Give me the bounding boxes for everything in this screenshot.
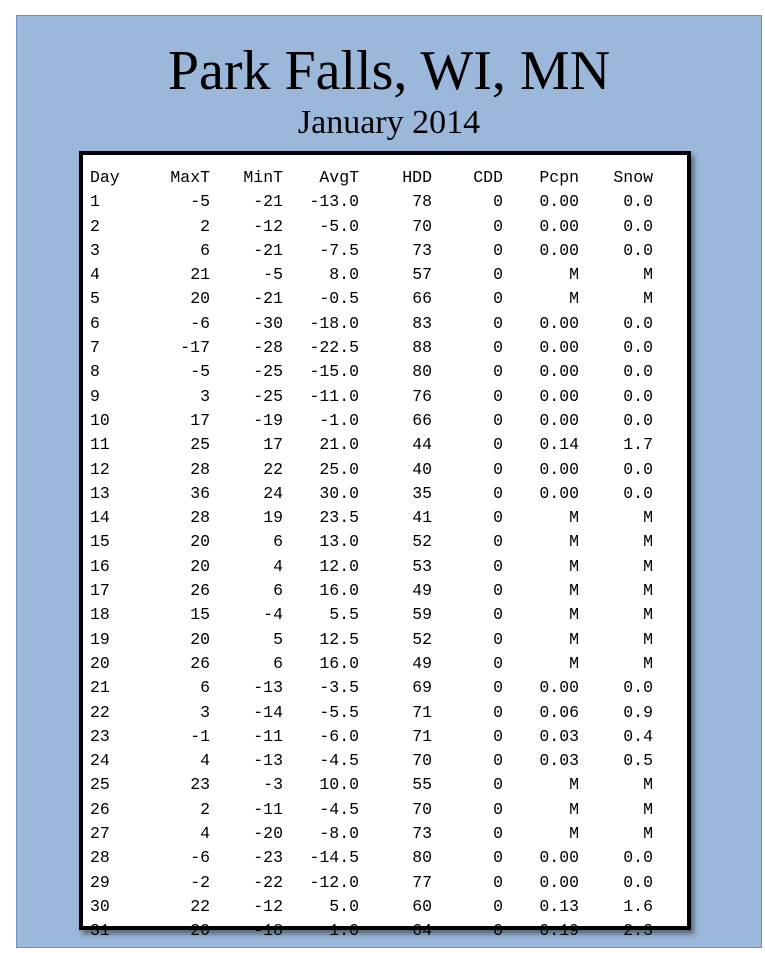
table-cell: -12 xyxy=(253,216,283,236)
table-header-row xyxy=(90,166,653,190)
table-cell: 0.0 xyxy=(623,192,653,212)
table-cell: -11 xyxy=(253,726,283,746)
table-cell: 30 xyxy=(90,896,110,916)
table-cell: 71 xyxy=(412,726,432,746)
table-cell: 83 xyxy=(412,313,432,333)
table-cell: -23 xyxy=(253,848,283,868)
table-cell: -22 xyxy=(253,872,283,892)
table-cell: 27 xyxy=(90,824,110,844)
table-cell: 0 xyxy=(493,313,503,333)
table-row xyxy=(90,579,653,603)
table-cell: -2 xyxy=(190,872,210,892)
table-cell: -4.5 xyxy=(319,751,359,771)
table-cell: 8.0 xyxy=(329,265,359,285)
table-cell: M xyxy=(643,605,653,625)
table-cell: 22 xyxy=(90,702,110,722)
table-cell: 0 xyxy=(493,459,503,479)
table-cell: -4 xyxy=(263,605,283,625)
table-cell: 0 xyxy=(493,265,503,285)
table-cell: 10.0 xyxy=(319,775,359,795)
table-cell: 30.0 xyxy=(319,483,359,503)
table-cell: -5.0 xyxy=(319,216,359,236)
table-cell: 0.0 xyxy=(623,459,653,479)
table-cell: -4.5 xyxy=(319,799,359,819)
table-cell: 5.0 xyxy=(329,896,359,916)
table-cell: 4 xyxy=(273,556,283,576)
table-cell: 0.13 xyxy=(539,896,579,916)
table-cell: 0 xyxy=(493,775,503,795)
table-row xyxy=(90,871,653,895)
table-cell: 6 xyxy=(90,313,100,333)
table-cell: 14 xyxy=(90,508,110,528)
table-cell: -18 xyxy=(253,921,283,941)
table-row xyxy=(90,506,653,530)
table-cell: 26 xyxy=(90,799,110,819)
table-cell: M xyxy=(569,556,579,576)
table-cell: 12 xyxy=(90,459,110,479)
table-cell: -6 xyxy=(190,848,210,868)
table-cell: 70 xyxy=(412,216,432,236)
table-cell: 40 xyxy=(412,459,432,479)
table-row xyxy=(90,919,653,943)
table-cell: M xyxy=(643,289,653,309)
table-cell: 1.7 xyxy=(623,435,653,455)
table-cell: 0.0 xyxy=(623,313,653,333)
table-cell: 19 xyxy=(263,508,283,528)
table-cell: 76 xyxy=(412,386,432,406)
table-cell: 6 xyxy=(273,653,283,673)
table-cell: 20 xyxy=(190,532,210,552)
table-row xyxy=(90,822,653,846)
table-cell: 0.0 xyxy=(623,216,653,236)
table-cell: M xyxy=(643,556,653,576)
table-cell: 66 xyxy=(412,410,432,430)
table-cell: M xyxy=(569,775,579,795)
table-cell: 2.3 xyxy=(623,921,653,941)
table-cell: M xyxy=(569,629,579,649)
table-cell: 20 xyxy=(90,653,110,673)
table-cell: 5 xyxy=(90,289,100,309)
table-cell: 66 xyxy=(412,289,432,309)
table-cell: 0 xyxy=(493,192,503,212)
table-cell: 0 xyxy=(493,702,503,722)
table-cell: 3 xyxy=(90,240,100,260)
table-cell: 64 xyxy=(412,921,432,941)
table-cell: 25.0 xyxy=(319,459,359,479)
table-cell: M xyxy=(643,532,653,552)
table-cell: 28 xyxy=(90,848,110,868)
table-cell: 0.00 xyxy=(539,459,579,479)
table-cell: 1.0 xyxy=(329,921,359,941)
table-row xyxy=(90,360,653,384)
table-cell: 20 xyxy=(190,289,210,309)
table-cell: -25 xyxy=(253,386,283,406)
table-cell: -15.0 xyxy=(309,362,359,382)
column-header: AvgT xyxy=(319,168,359,187)
table-cell: M xyxy=(643,508,653,528)
table-cell: -8.0 xyxy=(319,824,359,844)
table-row xyxy=(90,725,653,749)
table-cell: 70 xyxy=(412,799,432,819)
table-row xyxy=(90,239,653,263)
table-cell: -18.0 xyxy=(309,313,359,333)
table-cell: 0 xyxy=(493,799,503,819)
table-cell: M xyxy=(569,799,579,819)
table-cell: 1 xyxy=(90,192,100,212)
table-cell: 0 xyxy=(493,629,503,649)
table-cell: 2 xyxy=(200,799,210,819)
table-cell: -3.5 xyxy=(319,678,359,698)
table-cell: 53 xyxy=(412,556,432,576)
table-cell: 10 xyxy=(90,410,110,430)
table-row xyxy=(90,215,653,239)
table-cell: 0.0 xyxy=(623,410,653,430)
weather-table xyxy=(90,166,653,944)
table-cell: 8 xyxy=(90,362,100,382)
table-cell: -14 xyxy=(253,702,283,722)
table-cell: M xyxy=(569,289,579,309)
table-body xyxy=(90,190,653,943)
table-cell: 0 xyxy=(493,896,503,916)
table-cell: -14.5 xyxy=(309,848,359,868)
table-cell: 0 xyxy=(493,410,503,430)
table-cell: -6.0 xyxy=(319,726,359,746)
table-cell: M xyxy=(569,532,579,552)
table-cell: 0.19 xyxy=(539,921,579,941)
table-cell: -11 xyxy=(253,799,283,819)
table-row xyxy=(90,895,653,919)
table-cell: 28 xyxy=(190,508,210,528)
table-cell: 0 xyxy=(493,216,503,236)
table-cell: M xyxy=(643,265,653,285)
table-cell: 16.0 xyxy=(319,653,359,673)
table-row xyxy=(90,555,653,579)
table-cell: 31 xyxy=(90,921,110,941)
table-cell: 0.00 xyxy=(539,848,579,868)
table-cell: -21 xyxy=(253,240,283,260)
table-row xyxy=(90,530,653,554)
table-cell: -28 xyxy=(253,338,283,358)
table-cell: 57 xyxy=(412,265,432,285)
table-cell: M xyxy=(569,824,579,844)
table-cell: 2 xyxy=(90,216,100,236)
table-cell: 12.5 xyxy=(319,629,359,649)
table-cell: 6 xyxy=(200,240,210,260)
table-cell: 29 xyxy=(90,872,110,892)
table-cell: 0 xyxy=(493,726,503,746)
table-cell: 70 xyxy=(412,751,432,771)
table-cell: 22 xyxy=(263,459,283,479)
table-cell: 0.00 xyxy=(539,216,579,236)
table-cell: 4 xyxy=(200,824,210,844)
table-row xyxy=(90,652,653,676)
table-cell: -1 xyxy=(190,726,210,746)
table-cell: 0 xyxy=(493,678,503,698)
table-cell: 49 xyxy=(412,653,432,673)
table-cell: M xyxy=(643,824,653,844)
table-row xyxy=(90,263,653,287)
table-cell: 0.00 xyxy=(539,386,579,406)
table-cell: 0.00 xyxy=(539,678,579,698)
table-cell: 21 xyxy=(190,265,210,285)
table-cell: 5 xyxy=(273,629,283,649)
table-cell: -19 xyxy=(253,410,283,430)
table-cell: 26 xyxy=(190,653,210,673)
table-cell: 4 xyxy=(200,751,210,771)
table-cell: 0.03 xyxy=(539,726,579,746)
table-cell: M xyxy=(569,581,579,601)
table-cell: 0.0 xyxy=(623,848,653,868)
table-cell: 60 xyxy=(412,896,432,916)
table-cell: -30 xyxy=(253,313,283,333)
column-header: Pcpn xyxy=(539,168,579,187)
table-cell: 0 xyxy=(493,289,503,309)
table-cell: 0 xyxy=(493,921,503,941)
table-cell: 44 xyxy=(412,435,432,455)
table-cell: -7.5 xyxy=(319,240,359,260)
table-row xyxy=(90,458,653,482)
table-cell: -25 xyxy=(253,362,283,382)
table-cell: M xyxy=(569,605,579,625)
table-cell: 13 xyxy=(90,483,110,503)
table-row xyxy=(90,190,653,214)
table-cell: 0.9 xyxy=(623,702,653,722)
table-cell: 0.4 xyxy=(623,726,653,746)
table-cell: M xyxy=(643,775,653,795)
table-cell: 0 xyxy=(493,483,503,503)
table-cell: 24 xyxy=(263,483,283,503)
table-row xyxy=(90,603,653,627)
table-cell: 11 xyxy=(90,435,110,455)
column-header: CDD xyxy=(473,168,503,187)
table-cell: 13.0 xyxy=(319,532,359,552)
table-cell: 0.00 xyxy=(539,362,579,382)
table-cell: 0 xyxy=(493,556,503,576)
table-cell: 0.00 xyxy=(539,483,579,503)
table-cell: 52 xyxy=(412,629,432,649)
table-cell: M xyxy=(643,653,653,673)
table-cell: 21 xyxy=(90,678,110,698)
table-row xyxy=(90,409,653,433)
table-cell: 0.00 xyxy=(539,192,579,212)
table-cell: 0.0 xyxy=(623,386,653,406)
table-cell: 2 xyxy=(200,216,210,236)
table-cell: 0 xyxy=(493,751,503,771)
table-cell: -5 xyxy=(190,192,210,212)
table-cell: 78 xyxy=(412,192,432,212)
table-cell: 0.14 xyxy=(539,435,579,455)
table-cell: 0 xyxy=(493,605,503,625)
table-cell: 36 xyxy=(190,483,210,503)
table-cell: -21 xyxy=(253,192,283,212)
table-cell: 0.00 xyxy=(539,410,579,430)
table-cell: 3 xyxy=(200,386,210,406)
table-cell: 73 xyxy=(412,240,432,260)
column-header: HDD xyxy=(402,168,432,187)
table-cell: 6 xyxy=(273,532,283,552)
table-cell: 0 xyxy=(493,532,503,552)
table-cell: -13 xyxy=(253,751,283,771)
table-cell: -0.5 xyxy=(319,289,359,309)
table-cell: 7 xyxy=(90,338,100,358)
table-cell: -1.0 xyxy=(319,410,359,430)
table-row xyxy=(90,385,653,409)
table-cell: 35 xyxy=(412,483,432,503)
table-cell: -5 xyxy=(263,265,283,285)
table-cell: 1.6 xyxy=(623,896,653,916)
table-cell: -22.5 xyxy=(309,338,359,358)
page-title: Park Falls, WI, MN xyxy=(167,40,611,102)
table-cell: 0.06 xyxy=(539,702,579,722)
table-cell: 0 xyxy=(493,653,503,673)
table-cell: 73 xyxy=(412,824,432,844)
table-row xyxy=(90,773,653,797)
table-cell: 0 xyxy=(493,338,503,358)
table-row xyxy=(90,749,653,773)
table-cell: 52 xyxy=(412,532,432,552)
table-cell: 6 xyxy=(273,581,283,601)
table-cell: 23.5 xyxy=(319,508,359,528)
table-cell: -6 xyxy=(190,313,210,333)
page-subtitle: January 2014 xyxy=(297,104,481,141)
table-cell: 0 xyxy=(493,240,503,260)
table-cell: 0.0 xyxy=(623,362,653,382)
table-cell: 19 xyxy=(90,629,110,649)
table-cell: -20 xyxy=(253,824,283,844)
table-cell: 0.00 xyxy=(539,338,579,358)
table-cell: 12.0 xyxy=(319,556,359,576)
table-cell: 22 xyxy=(190,896,210,916)
table-cell: 24 xyxy=(90,751,110,771)
table-cell: -5 xyxy=(190,362,210,382)
table-cell: 23 xyxy=(90,726,110,746)
table-cell: M xyxy=(643,629,653,649)
table-cell: 80 xyxy=(412,848,432,868)
table-cell: 0.0 xyxy=(623,872,653,892)
table-cell: 0.0 xyxy=(623,338,653,358)
table-cell: 21.0 xyxy=(319,435,359,455)
table-cell: 69 xyxy=(412,678,432,698)
table-row xyxy=(90,676,653,700)
table-cell: -12 xyxy=(253,896,283,916)
table-cell: 9 xyxy=(90,386,100,406)
table-row xyxy=(90,628,653,652)
table-cell: 28 xyxy=(190,459,210,479)
table-cell: 0 xyxy=(493,872,503,892)
table-cell: 0 xyxy=(493,435,503,455)
column-header: Day xyxy=(90,168,120,187)
table-cell: 25 xyxy=(90,775,110,795)
table-cell: 26 xyxy=(190,581,210,601)
table-row xyxy=(90,433,653,457)
column-header: MaxT xyxy=(170,168,210,187)
table-cell: 88 xyxy=(412,338,432,358)
table-row xyxy=(90,482,653,506)
table-cell: M xyxy=(643,581,653,601)
column-header: Snow xyxy=(613,168,653,187)
table-row xyxy=(90,287,653,311)
table-cell: 18 xyxy=(90,605,110,625)
table-cell: 20 xyxy=(190,921,210,941)
table-cell: 6 xyxy=(200,678,210,698)
table-cell: -13 xyxy=(253,678,283,698)
table-cell: 25 xyxy=(190,435,210,455)
table-cell: 0 xyxy=(493,848,503,868)
table-cell: 0 xyxy=(493,386,503,406)
table-cell: -17 xyxy=(180,338,210,358)
table-cell: 16.0 xyxy=(319,581,359,601)
table-cell: 17 xyxy=(263,435,283,455)
table-cell: M xyxy=(643,799,653,819)
column-header: MinT xyxy=(243,168,283,187)
table-cell: -3 xyxy=(263,775,283,795)
table-cell: 20 xyxy=(190,556,210,576)
table-cell: 0 xyxy=(493,508,503,528)
table-cell: 80 xyxy=(412,362,432,382)
table-cell: 71 xyxy=(412,702,432,722)
table-cell: 77 xyxy=(412,872,432,892)
table-cell: -11.0 xyxy=(309,386,359,406)
table-cell: 0.5 xyxy=(623,751,653,771)
slide-background xyxy=(16,15,762,948)
table-row xyxy=(90,798,653,822)
table-cell: M xyxy=(569,265,579,285)
table-row xyxy=(90,312,653,336)
table-cell: -12.0 xyxy=(309,872,359,892)
table-cell: 15 xyxy=(90,532,110,552)
table-row xyxy=(90,701,653,725)
table-cell: 0 xyxy=(493,581,503,601)
table-cell: 0.0 xyxy=(623,678,653,698)
table-cell: 0.0 xyxy=(623,483,653,503)
table-cell: 59 xyxy=(412,605,432,625)
table-cell: 23 xyxy=(190,775,210,795)
table-cell: 49 xyxy=(412,581,432,601)
table-cell: 0 xyxy=(493,824,503,844)
table-cell: -5.5 xyxy=(319,702,359,722)
table-cell: 0.00 xyxy=(539,313,579,333)
table-cell: 0.0 xyxy=(623,240,653,260)
table-cell: 41 xyxy=(412,508,432,528)
table-cell: 0.03 xyxy=(539,751,579,771)
table-cell: -21 xyxy=(253,289,283,309)
table-cell: 55 xyxy=(412,775,432,795)
table-row xyxy=(90,336,653,360)
table-cell: 20 xyxy=(190,629,210,649)
table-cell: 17 xyxy=(90,581,110,601)
table-cell: M xyxy=(569,508,579,528)
table-row xyxy=(90,846,653,870)
table-cell: -13.0 xyxy=(309,192,359,212)
table-cell: 3 xyxy=(200,702,210,722)
table-cell: 0 xyxy=(493,362,503,382)
table-cell: 5.5 xyxy=(329,605,359,625)
table-cell: 15 xyxy=(190,605,210,625)
table-cell: 0.00 xyxy=(539,240,579,260)
table-cell: 4 xyxy=(90,265,100,285)
weather-table-panel xyxy=(79,151,691,941)
table-cell: M xyxy=(569,653,579,673)
table-cell: 16 xyxy=(90,556,110,576)
table-cell: 0.00 xyxy=(539,872,579,892)
table-cell: 17 xyxy=(190,410,210,430)
